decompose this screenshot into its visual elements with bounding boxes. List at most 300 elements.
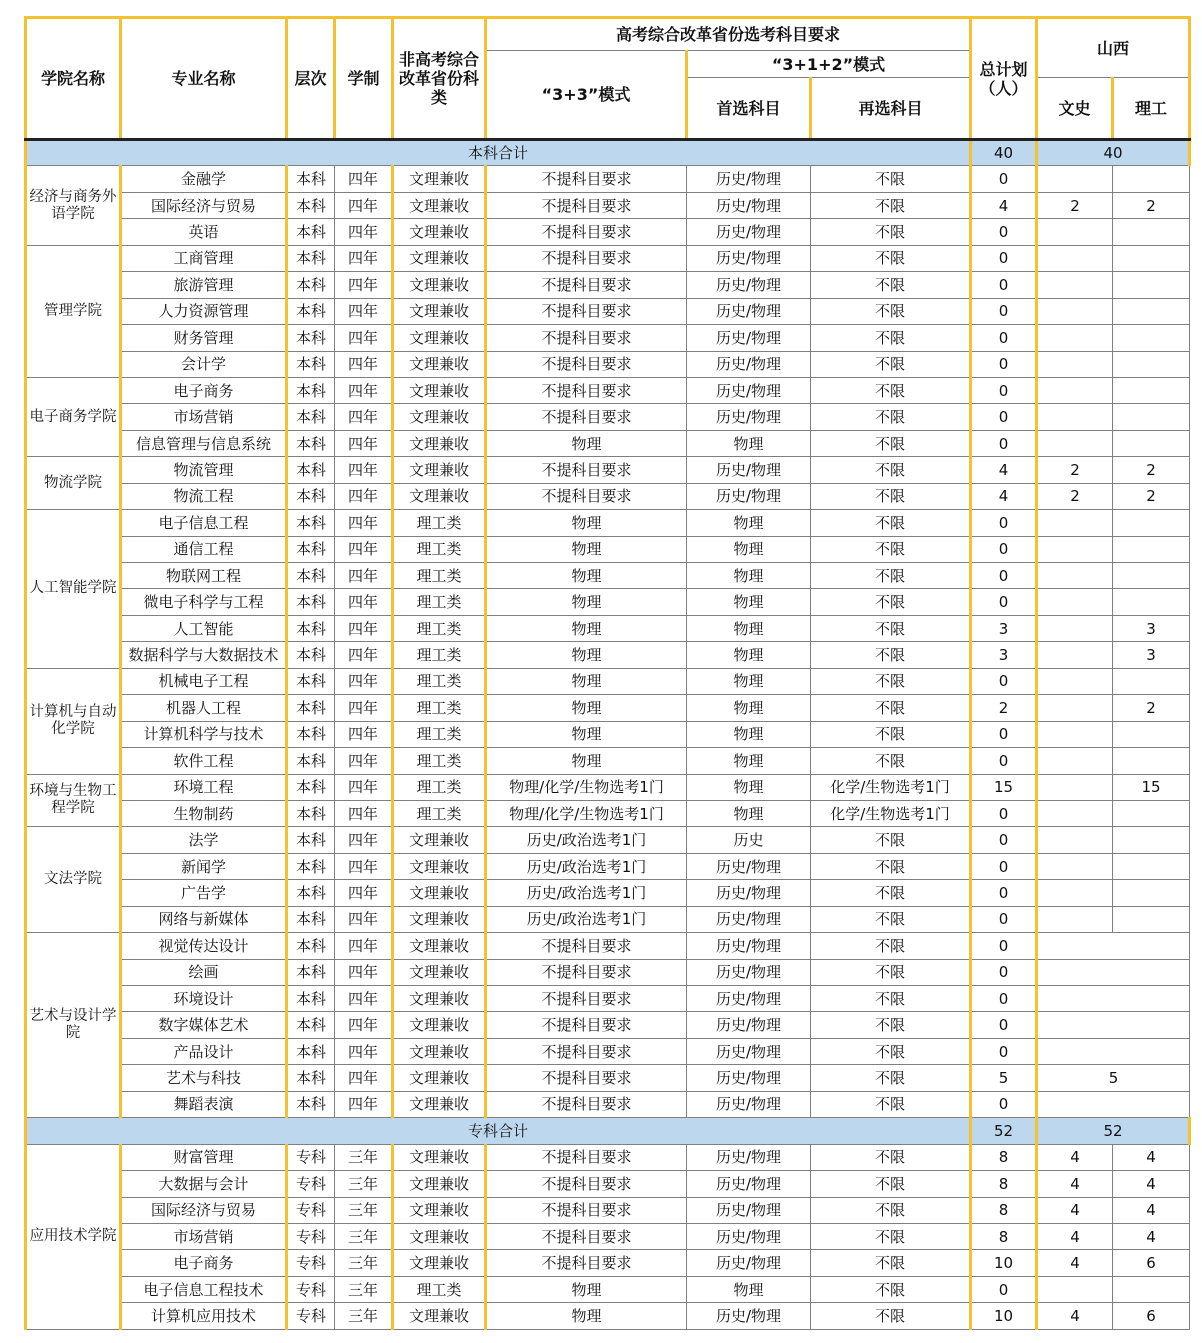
cell-total: 0 xyxy=(971,325,1037,351)
cell-ligong xyxy=(1113,668,1190,694)
cell-second-subject: 不限 xyxy=(811,615,971,641)
cell-second-subject: 不限 xyxy=(811,880,971,906)
cell-first-subject: 物理 xyxy=(687,536,811,562)
cell-duration: 四年 xyxy=(335,430,393,456)
cell-major: 艺术与科技 xyxy=(121,1065,287,1091)
table-row xyxy=(26,668,1190,694)
cell-wenshi: 4 xyxy=(1037,1250,1113,1276)
table-row xyxy=(26,906,1190,932)
cell-wenshi: 4 xyxy=(1037,1144,1113,1170)
cell-wenshi: 2 xyxy=(1037,483,1113,509)
cell-non-reform: 理工类 xyxy=(393,642,486,668)
cell-ligong: 3 xyxy=(1113,615,1190,641)
cell-mode-33: 物理 xyxy=(486,695,687,721)
cell-duration: 四年 xyxy=(335,853,393,879)
cell-wenshi xyxy=(1037,800,1113,826)
cell-first-subject: 物理 xyxy=(687,642,811,668)
cell-non-reform: 文理兼收 xyxy=(393,272,486,298)
cell-first-subject: 历史/物理 xyxy=(687,1197,811,1223)
cell-duration: 四年 xyxy=(335,668,393,694)
table-row xyxy=(26,748,1190,774)
cell-non-reform: 文理兼收 xyxy=(393,853,486,879)
cell-duration: 四年 xyxy=(335,1065,393,1091)
cell-first-subject: 历史/物理 xyxy=(687,1250,811,1276)
cell-major: 人工智能 xyxy=(121,615,287,641)
cell-first-subject: 历史/物理 xyxy=(687,1091,811,1117)
cell-second-subject: 不限 xyxy=(811,1144,971,1170)
cell-first-subject: 历史/物理 xyxy=(687,457,811,483)
cell-wenshi: 2 xyxy=(1037,192,1113,218)
cell-first-subject: 历史/物理 xyxy=(687,219,811,245)
cell-major: 绘画 xyxy=(121,959,287,985)
cell-major: 会计学 xyxy=(121,351,287,377)
cell-mode-33: 物理 xyxy=(486,430,687,456)
table-row xyxy=(26,430,1190,456)
cell-second-subject: 不限 xyxy=(811,1303,971,1329)
cell-mode-33: 物理 xyxy=(486,510,687,536)
cell-level: 本科 xyxy=(287,563,335,589)
cell-ligong: 3 xyxy=(1113,642,1190,668)
cell-major: 数据科学与大数据技术 xyxy=(121,642,287,668)
cell-second-subject: 不限 xyxy=(811,325,971,351)
cell-level: 本科 xyxy=(287,748,335,774)
header-mode-312: “3+1+2”模式 xyxy=(687,51,971,78)
cell-total: 0 xyxy=(971,272,1037,298)
cell-total: 0 xyxy=(971,800,1037,826)
cell-duration: 四年 xyxy=(335,563,393,589)
table-row xyxy=(26,880,1190,906)
cell-ligong xyxy=(1113,245,1190,271)
cell-duration: 四年 xyxy=(335,404,393,430)
cell-second-subject: 不限 xyxy=(811,483,971,509)
enrollment-plan-table xyxy=(24,16,1191,1330)
cell-ligong: 4 xyxy=(1113,1144,1190,1170)
cell-second-subject: 不限 xyxy=(811,1250,971,1276)
cell-level: 本科 xyxy=(287,325,335,351)
cell-mode-33: 不提科目要求 xyxy=(486,351,687,377)
cell-level: 本科 xyxy=(287,298,335,324)
cell-first-subject: 历史/物理 xyxy=(687,192,811,218)
cell-ligong xyxy=(1113,510,1190,536)
cell-total: 0 xyxy=(971,668,1037,694)
cell-total: 0 xyxy=(971,748,1037,774)
cell-mode-33: 物理 xyxy=(486,589,687,615)
cell-duration: 四年 xyxy=(335,325,393,351)
cell-first-subject: 物理 xyxy=(687,721,811,747)
cell-total: 0 xyxy=(971,351,1037,377)
cell-major: 数字媒体艺术 xyxy=(121,1012,287,1038)
cell-major: 机器人工程 xyxy=(121,695,287,721)
cell-ligong xyxy=(1113,430,1190,456)
summary-label: 本科合计 xyxy=(26,140,971,166)
cell-first-subject: 历史/物理 xyxy=(687,853,811,879)
cell-first-subject: 历史/物理 xyxy=(687,1012,811,1038)
cell-wenshi xyxy=(1037,351,1113,377)
cell-total: 0 xyxy=(971,536,1037,562)
cell-level: 本科 xyxy=(287,404,335,430)
cell-total: 0 xyxy=(971,1038,1037,1064)
cell-second-subject: 不限 xyxy=(811,298,971,324)
cell-mode-33: 不提科目要求 xyxy=(486,166,687,192)
cell-ligong: 2 xyxy=(1113,457,1190,483)
cell-ligong xyxy=(1113,351,1190,377)
cell-duration: 三年 xyxy=(335,1171,393,1197)
cell-duration: 四年 xyxy=(335,959,393,985)
cell-total: 0 xyxy=(971,166,1037,192)
cell-duration: 四年 xyxy=(335,1038,393,1064)
cell-total: 8 xyxy=(971,1144,1037,1170)
cell-duration: 四年 xyxy=(335,192,393,218)
cell-second-subject: 不限 xyxy=(811,827,971,853)
cell-major: 计算机科学与技术 xyxy=(121,721,287,747)
cell-second-subject: 不限 xyxy=(811,1276,971,1302)
cell-ligong xyxy=(1113,404,1190,430)
cell-second-subject: 不限 xyxy=(811,668,971,694)
cell-non-reform: 文理兼收 xyxy=(393,1012,486,1038)
cell-second-subject: 不限 xyxy=(811,457,971,483)
cell-duration: 四年 xyxy=(335,219,393,245)
cell-major: 国际经济与贸易 xyxy=(121,192,287,218)
cell-second-subject: 不限 xyxy=(811,404,971,430)
cell-total: 10 xyxy=(971,1303,1037,1329)
header-first-subject: 首选科目 xyxy=(687,78,811,140)
cell-non-reform: 文理兼收 xyxy=(393,880,486,906)
cell-level: 本科 xyxy=(287,853,335,879)
cell-non-reform: 文理兼收 xyxy=(393,483,486,509)
cell-wenshi xyxy=(1037,748,1113,774)
cell-second-subject: 不限 xyxy=(811,377,971,403)
cell-ligong xyxy=(1113,880,1190,906)
cell-mode-33: 物理 xyxy=(486,721,687,747)
table-row xyxy=(26,615,1190,641)
cell-mode-33: 不提科目要求 xyxy=(486,1250,687,1276)
college-name: 计算机与自动化学院 xyxy=(26,668,121,774)
cell-mode-33: 不提科目要求 xyxy=(486,1065,687,1091)
header-province: 山西 xyxy=(1037,18,1190,78)
cell-ligong xyxy=(1113,219,1190,245)
cell-mode-33: 不提科目要求 xyxy=(486,1197,687,1223)
cell-second-subject: 不限 xyxy=(811,430,971,456)
cell-major: 产品设计 xyxy=(121,1038,287,1064)
cell-duration: 四年 xyxy=(335,906,393,932)
summary-row xyxy=(26,1118,1190,1144)
cell-major: 微电子科学与工程 xyxy=(121,589,287,615)
cell-duration: 四年 xyxy=(335,1012,393,1038)
cell-ligong: 2 xyxy=(1113,192,1190,218)
cell-major: 电子信息工程技术 xyxy=(121,1276,287,1302)
cell-first-subject: 历史/物理 xyxy=(687,933,811,959)
cell-total: 0 xyxy=(971,298,1037,324)
college-name: 应用技术学院 xyxy=(26,1144,121,1329)
cell-total: 0 xyxy=(971,933,1037,959)
cell-wenshi xyxy=(1037,563,1113,589)
cell-ligong: 2 xyxy=(1113,695,1190,721)
header-duration: 学制 xyxy=(335,18,393,140)
cell-total: 0 xyxy=(971,853,1037,879)
cell-first-subject: 历史/物理 xyxy=(687,1038,811,1064)
cell-level: 专科 xyxy=(287,1197,335,1223)
cell-major: 信息管理与信息系统 xyxy=(121,430,287,456)
cell-first-subject: 历史/物理 xyxy=(687,1144,811,1170)
cell-duration: 四年 xyxy=(335,615,393,641)
header-reform-title: 高考综合改革省份选考科目要求 xyxy=(486,18,971,51)
cell-non-reform: 理工类 xyxy=(393,668,486,694)
cell-mode-33: 不提科目要求 xyxy=(486,483,687,509)
cell-major: 法学 xyxy=(121,827,287,853)
cell-duration: 四年 xyxy=(335,800,393,826)
cell-total: 3 xyxy=(971,642,1037,668)
cell-mode-33: 物理/化学/生物选考1门 xyxy=(486,774,687,800)
cell-total: 3 xyxy=(971,615,1037,641)
cell-mode-33: 物理 xyxy=(486,1276,687,1302)
cell-mode-33: 不提科目要求 xyxy=(486,1171,687,1197)
cell-major: 市场营销 xyxy=(121,1223,287,1249)
header-ligong: 理工 xyxy=(1113,78,1190,140)
cell-non-reform: 理工类 xyxy=(393,615,486,641)
cell-wenshi xyxy=(1037,166,1113,192)
cell-duration: 三年 xyxy=(335,1144,393,1170)
cell-level: 本科 xyxy=(287,589,335,615)
cell-non-reform: 文理兼收 xyxy=(393,351,486,377)
cell-non-reform: 文理兼收 xyxy=(393,298,486,324)
cell-mode-33: 不提科目要求 xyxy=(486,245,687,271)
cell-second-subject: 不限 xyxy=(811,589,971,615)
cell-wenshi: 4 xyxy=(1037,1171,1113,1197)
cell-total: 0 xyxy=(971,377,1037,403)
cell-wenshi: 4 xyxy=(1037,1197,1113,1223)
cell-duration: 四年 xyxy=(335,642,393,668)
cell-second-subject: 不限 xyxy=(811,695,971,721)
cell-level: 本科 xyxy=(287,430,335,456)
cell-level: 本科 xyxy=(287,774,335,800)
table-row xyxy=(26,800,1190,826)
cell-mode-33: 不提科目要求 xyxy=(486,298,687,324)
cell-major: 环境设计 xyxy=(121,986,287,1012)
cell-wenshi xyxy=(1037,377,1113,403)
cell-first-subject: 历史/物理 xyxy=(687,298,811,324)
cell-level: 本科 xyxy=(287,642,335,668)
table-row xyxy=(26,589,1190,615)
cell-level: 专科 xyxy=(287,1144,335,1170)
table-row xyxy=(26,721,1190,747)
cell-first-subject: 历史/物理 xyxy=(687,986,811,1012)
cell-mode-33: 历史/政治选考1门 xyxy=(486,853,687,879)
cell-mode-33: 不提科目要求 xyxy=(486,377,687,403)
cell-duration: 四年 xyxy=(335,880,393,906)
cell-total: 0 xyxy=(971,827,1037,853)
cell-ligong xyxy=(1113,589,1190,615)
cell-first-subject: 物理 xyxy=(687,589,811,615)
cell-non-reform: 理工类 xyxy=(393,774,486,800)
header-major: 专业名称 xyxy=(121,18,287,140)
cell-duration: 四年 xyxy=(335,272,393,298)
cell-second-subject: 不限 xyxy=(811,536,971,562)
cell-major: 物联网工程 xyxy=(121,563,287,589)
cell-first-subject: 历史/物理 xyxy=(687,1065,811,1091)
cell-non-reform: 文理兼收 xyxy=(393,192,486,218)
cell-first-subject: 物理 xyxy=(687,615,811,641)
cell-level: 本科 xyxy=(287,800,335,826)
cell-second-subject: 不限 xyxy=(811,642,971,668)
cell-total: 8 xyxy=(971,1171,1037,1197)
cell-first-subject: 物理 xyxy=(687,1276,811,1302)
cell-first-subject: 历史/物理 xyxy=(687,245,811,271)
cell-ligong xyxy=(1113,563,1190,589)
cell-wenshi xyxy=(1037,853,1113,879)
cell-non-reform: 文理兼收 xyxy=(393,933,486,959)
cell-wenshi xyxy=(1037,1012,1190,1038)
cell-wenshi xyxy=(1037,298,1113,324)
cell-non-reform: 文理兼收 xyxy=(393,457,486,483)
cell-non-reform: 文理兼收 xyxy=(393,1091,486,1117)
summary-shanxi: 40 xyxy=(1037,140,1190,166)
table-row xyxy=(26,695,1190,721)
cell-total: 8 xyxy=(971,1197,1037,1223)
table-row xyxy=(26,272,1190,298)
cell-wenshi xyxy=(1037,986,1190,1012)
cell-duration: 四年 xyxy=(335,351,393,377)
cell-mode-33: 不提科目要求 xyxy=(486,933,687,959)
cell-duration: 四年 xyxy=(335,377,393,403)
cell-major: 广告学 xyxy=(121,880,287,906)
cell-second-subject: 不限 xyxy=(811,166,971,192)
cell-duration: 四年 xyxy=(335,827,393,853)
cell-level: 本科 xyxy=(287,272,335,298)
cell-second-subject: 不限 xyxy=(811,1171,971,1197)
table-row xyxy=(26,351,1190,377)
cell-wenshi: 2 xyxy=(1037,457,1113,483)
cell-level: 本科 xyxy=(287,219,335,245)
table-row xyxy=(26,298,1190,324)
cell-mode-33: 物理 xyxy=(486,668,687,694)
cell-total: 4 xyxy=(971,192,1037,218)
cell-major: 环境工程 xyxy=(121,774,287,800)
cell-first-subject: 历史 xyxy=(687,827,811,853)
cell-level: 本科 xyxy=(287,1012,335,1038)
cell-total: 4 xyxy=(971,457,1037,483)
cell-mode-33: 不提科目要求 xyxy=(486,1038,687,1064)
cell-level: 专科 xyxy=(287,1303,335,1329)
cell-non-reform: 文理兼收 xyxy=(393,906,486,932)
cell-second-subject: 不限 xyxy=(811,272,971,298)
cell-mode-33: 历史/政治选考1门 xyxy=(486,827,687,853)
cell-mode-33: 物理 xyxy=(486,642,687,668)
cell-mode-33: 不提科目要求 xyxy=(486,1012,687,1038)
cell-major: 电子信息工程 xyxy=(121,510,287,536)
cell-mode-33: 不提科目要求 xyxy=(486,1223,687,1249)
cell-ligong: 4 xyxy=(1113,1171,1190,1197)
cell-wenshi xyxy=(1037,695,1113,721)
cell-second-subject: 不限 xyxy=(811,1065,971,1091)
cell-ligong xyxy=(1113,377,1190,403)
cell-wenshi xyxy=(1037,933,1190,959)
cell-first-subject: 历史/物理 xyxy=(687,906,811,932)
cell-wenshi: 5 xyxy=(1037,1065,1190,1091)
table-row xyxy=(26,245,1190,271)
cell-second-subject: 不限 xyxy=(811,959,971,985)
cell-non-reform: 理工类 xyxy=(393,695,486,721)
cell-wenshi xyxy=(1037,325,1113,351)
header-wenshi: 文史 xyxy=(1037,78,1113,140)
cell-level: 专科 xyxy=(287,1276,335,1302)
cell-major: 机械电子工程 xyxy=(121,668,287,694)
cell-wenshi xyxy=(1037,272,1113,298)
cell-level: 本科 xyxy=(287,615,335,641)
header-non-reform: 非高考综合改革省份科类 xyxy=(393,18,486,140)
cell-non-reform: 文理兼收 xyxy=(393,166,486,192)
cell-non-reform: 文理兼收 xyxy=(393,219,486,245)
cell-duration: 四年 xyxy=(335,933,393,959)
cell-wenshi xyxy=(1037,1091,1190,1117)
cell-non-reform: 文理兼收 xyxy=(393,1223,486,1249)
cell-second-subject: 不限 xyxy=(811,986,971,1012)
cell-duration: 四年 xyxy=(335,457,393,483)
cell-major: 旅游管理 xyxy=(121,272,287,298)
table-row xyxy=(26,219,1190,245)
cell-total: 0 xyxy=(971,589,1037,615)
cell-first-subject: 历史/物理 xyxy=(687,959,811,985)
college-name: 艺术与设计学院 xyxy=(26,933,121,1118)
cell-wenshi: 4 xyxy=(1037,1223,1113,1249)
cell-non-reform: 理工类 xyxy=(393,748,486,774)
cell-ligong xyxy=(1113,906,1190,932)
cell-total: 0 xyxy=(971,430,1037,456)
cell-mode-33: 物理 xyxy=(486,536,687,562)
cell-total: 8 xyxy=(971,1223,1037,1249)
cell-duration: 四年 xyxy=(335,748,393,774)
cell-second-subject: 不限 xyxy=(811,192,971,218)
cell-ligong xyxy=(1113,166,1190,192)
cell-wenshi xyxy=(1037,219,1113,245)
header-mode-33: “3+3”模式 xyxy=(486,51,687,140)
table-row xyxy=(26,827,1190,853)
table-row xyxy=(26,166,1190,192)
table-row xyxy=(26,642,1190,668)
cell-level: 本科 xyxy=(287,351,335,377)
cell-second-subject: 化学/生物选考1门 xyxy=(811,774,971,800)
cell-duration: 三年 xyxy=(335,1303,393,1329)
cell-total: 0 xyxy=(971,245,1037,271)
cell-level: 本科 xyxy=(287,166,335,192)
cell-mode-33: 不提科目要求 xyxy=(486,1091,687,1117)
cell-total: 0 xyxy=(971,219,1037,245)
table-row xyxy=(26,1250,1190,1276)
cell-first-subject: 历史/物理 xyxy=(687,1303,811,1329)
cell-ligong xyxy=(1113,827,1190,853)
cell-duration: 四年 xyxy=(335,536,393,562)
cell-wenshi xyxy=(1037,1276,1113,1302)
cell-level: 本科 xyxy=(287,880,335,906)
cell-ligong xyxy=(1113,298,1190,324)
cell-first-subject: 历史/物理 xyxy=(687,351,811,377)
table-row xyxy=(26,325,1190,351)
cell-first-subject: 物理 xyxy=(687,510,811,536)
cell-major: 财富管理 xyxy=(121,1144,287,1170)
cell-level: 本科 xyxy=(287,933,335,959)
cell-duration: 三年 xyxy=(335,1250,393,1276)
table-row xyxy=(26,959,1190,985)
cell-major: 网络与新媒体 xyxy=(121,906,287,932)
cell-total: 10 xyxy=(971,1250,1037,1276)
cell-total: 5 xyxy=(971,1065,1037,1091)
cell-non-reform: 理工类 xyxy=(393,589,486,615)
cell-duration: 四年 xyxy=(335,721,393,747)
cell-first-subject: 物理 xyxy=(687,800,811,826)
cell-non-reform: 理工类 xyxy=(393,536,486,562)
cell-second-subject: 不限 xyxy=(811,1038,971,1064)
cell-first-subject: 历史/物理 xyxy=(687,880,811,906)
cell-second-subject: 化学/生物选考1门 xyxy=(811,800,971,826)
